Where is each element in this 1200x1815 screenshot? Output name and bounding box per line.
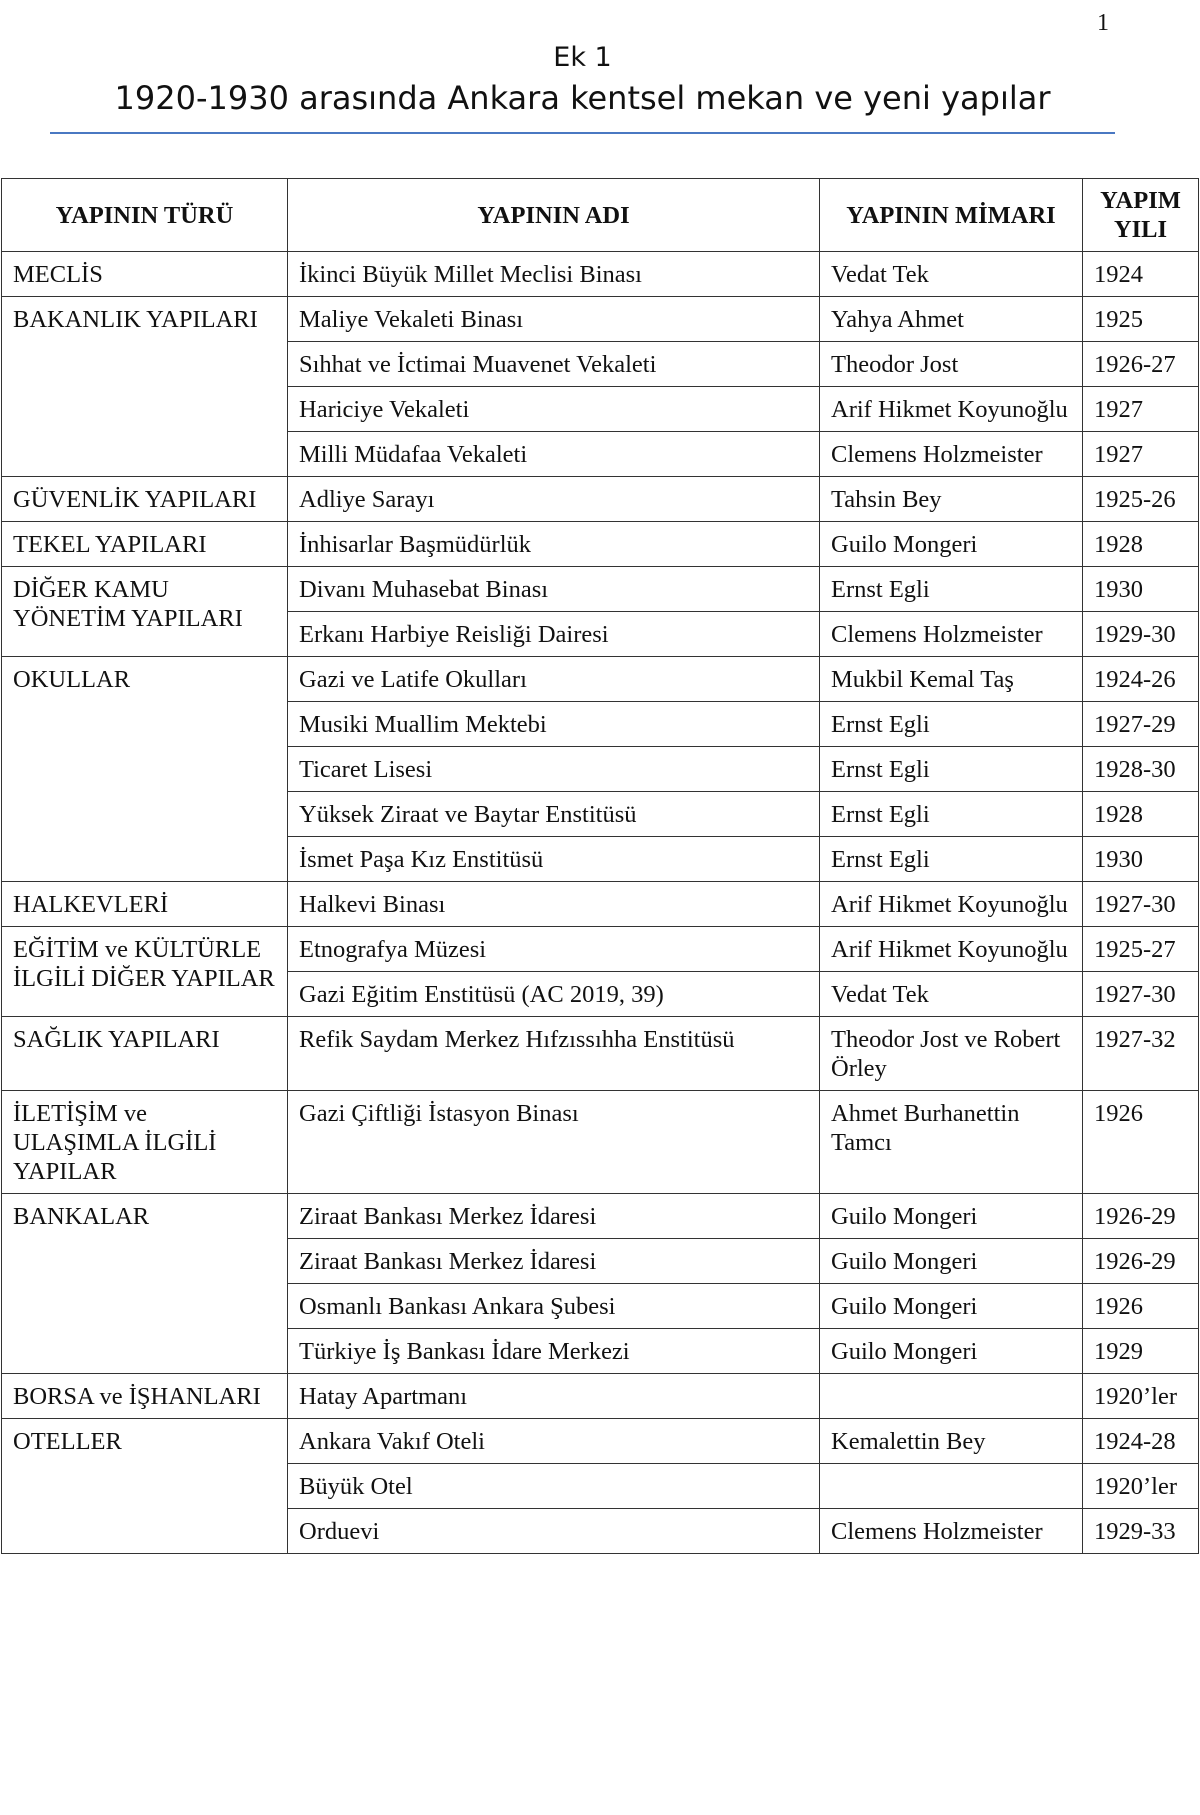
table-row [2,567,1199,612]
building-name-cell: İkinci Büyük Millet Meclisi Binası [288,252,820,297]
building-type-cell: HALKEVLERİ [2,882,288,927]
page-number: 1 [1097,10,1109,36]
header-architect: YAPININ MİMARI [820,179,1083,252]
building-name-cell: Büyük Otel [288,1464,820,1509]
building-name-cell: Ziraat Bankası Merkez İdaresi [288,1239,820,1284]
architect-cell: Ernst Egli [820,747,1083,792]
architect-cell: Theodor Jost [820,342,1083,387]
architect-cell: Vedat Tek [820,972,1083,1017]
building-name-cell: Musiki Muallim Mektebi [288,702,820,747]
build-year-cell: 1927-29 [1083,702,1199,747]
building-name-cell: Adliye Sarayı [288,477,820,522]
building-name-cell: Gazi Eğitim Enstitüsü (AC 2019, 39) [288,972,820,1017]
build-year-cell: 1928 [1083,522,1199,567]
architect-cell: Mukbil Kemal Taş [820,657,1083,702]
table-row [2,1017,1199,1091]
table-row [2,1091,1199,1194]
building-type-cell: BANKALAR [2,1194,288,1374]
build-year-cell: 1925-26 [1083,477,1199,522]
building-name-cell: Halkevi Binası [288,882,820,927]
build-year-cell: 1927 [1083,387,1199,432]
architect-cell: Arif Hikmet Koyunoğlu [820,927,1083,972]
table-row [2,297,1199,342]
building-type-cell: MECLİS [2,252,288,297]
architect-cell: Arif Hikmet Koyunoğlu [820,387,1083,432]
build-year-cell: 1927-30 [1083,972,1199,1017]
build-year-cell: 1929-30 [1083,612,1199,657]
architect-cell: Arif Hikmet Koyunoğlu [820,882,1083,927]
header-year: YAPIM YILI [1083,179,1199,252]
build-year-cell: 1920’ler [1083,1374,1199,1419]
architect-cell: Guilo Mongeri [820,522,1083,567]
architect-cell: Yahya Ahmet [820,297,1083,342]
build-year-cell: 1925-27 [1083,927,1199,972]
building-name-cell: Osmanlı Bankası Ankara Şubesi [288,1284,820,1329]
build-year-cell: 1920’ler [1083,1464,1199,1509]
building-name-cell: Etnografya Müzesi [288,927,820,972]
building-type-cell: BORSA ve İŞHANLARI [2,1374,288,1419]
building-name-cell: Ticaret Lisesi [288,747,820,792]
appendix-label: Ek 1 [553,42,612,73]
building-type-cell: EĞİTİM ve KÜLTÜRLE İLGİLİ DİĞER YAPILAR [2,927,288,1017]
build-year-cell: 1930 [1083,837,1199,882]
table-row [2,1419,1199,1464]
build-year-cell: 1926-29 [1083,1194,1199,1239]
header-name: YAPININ ADI [288,179,820,252]
building-name-cell: Gazi ve Latife Okulları [288,657,820,702]
table-row [2,927,1199,972]
architect-cell: Tahsin Bey [820,477,1083,522]
architect-cell: Theodor Jost ve Robert Örley [820,1017,1083,1091]
architect-cell: Kemalettin Bey [820,1419,1083,1464]
building-type-cell: GÜVENLİK YAPILARI [2,477,288,522]
architect-cell: Guilo Mongeri [820,1284,1083,1329]
building-name-cell: Ziraat Bankası Merkez İdaresi [288,1194,820,1239]
table-header-row [2,179,1199,252]
architect-cell: Guilo Mongeri [820,1329,1083,1374]
building-name-cell: Ankara Vakıf Oteli [288,1419,820,1464]
building-name-cell: Yüksek Ziraat ve Baytar Enstitüsü [288,792,820,837]
table-row [2,882,1199,927]
building-type-cell: OTELLER [2,1419,288,1554]
architect-cell: Clemens Holzmeister [820,1509,1083,1554]
building-name-cell: Divanı Muhasebat Binası [288,567,820,612]
building-type-cell: DİĞER KAMU YÖNETİM YAPILARI [2,567,288,657]
document-heading [50,40,1115,120]
building-name-cell: Hariciye Vekaleti [288,387,820,432]
building-name-cell: Erkanı Harbiye Reisliği Dairesi [288,612,820,657]
table-row [2,1194,1199,1239]
building-name-cell: Türkiye İş Bankası İdare Merkezi [288,1329,820,1374]
build-year-cell: 1927-32 [1083,1017,1199,1091]
building-type-cell: BAKANLIK YAPILARI [2,297,288,477]
building-type-cell: SAĞLIK YAPILARI [2,1017,288,1091]
architect-cell: Guilo Mongeri [820,1239,1083,1284]
architect-cell: Ernst Egli [820,567,1083,612]
header-type: YAPININ TÜRÜ [2,179,288,252]
build-year-cell: 1927-30 [1083,882,1199,927]
build-year-cell: 1927 [1083,432,1199,477]
build-year-cell: 1928-30 [1083,747,1199,792]
build-year-cell: 1924 [1083,252,1199,297]
building-name-cell: Refik Saydam Merkez Hıfzıssıhha Enstitüsü [288,1017,820,1091]
build-year-cell: 1925 [1083,297,1199,342]
build-year-cell: 1928 [1083,792,1199,837]
architect-cell: Ernst Egli [820,837,1083,882]
build-year-cell: 1926 [1083,1091,1199,1194]
building-name-cell: Maliye Vekaleti Binası [288,297,820,342]
table-row [2,477,1199,522]
building-name-cell: Sıhhat ve İctimai Muavenet Vekaleti [288,342,820,387]
build-year-cell: 1930 [1083,567,1199,612]
build-year-cell: 1926-27 [1083,342,1199,387]
table-row [2,522,1199,567]
architect-cell: Vedat Tek [820,252,1083,297]
architect-cell: Ernst Egli [820,792,1083,837]
building-name-cell: İnhisarlar Başmüdürlük [288,522,820,567]
architect-cell: Ahmet Burhanettin Tamcı [820,1091,1083,1194]
architect-cell: Clemens Holzmeister [820,432,1083,477]
build-year-cell: 1926-29 [1083,1239,1199,1284]
table-row [2,1374,1199,1419]
buildings-table [1,178,1199,1554]
building-name-cell: Gazi Çiftliği İstasyon Binası [288,1091,820,1194]
table-row [2,657,1199,702]
architect-cell: Guilo Mongeri [820,1194,1083,1239]
architect-cell [820,1374,1083,1419]
build-year-cell: 1924-26 [1083,657,1199,702]
build-year-cell: 1929-33 [1083,1509,1199,1554]
build-year-cell: 1924-28 [1083,1419,1199,1464]
document-title: 1920-1930 arasında Ankara kentsel mekan ve yeni yapılar [114,79,1051,117]
building-name-cell: Hatay Apartmanı [288,1374,820,1419]
architect-cell [820,1464,1083,1509]
building-type-cell: İLETİŞİM ve ULAŞIMLA İLGİLİ YAPILAR [2,1091,288,1194]
building-name-cell: İsmet Paşa Kız Enstitüsü [288,837,820,882]
architect-cell: Ernst Egli [820,702,1083,747]
table-row [2,252,1199,297]
build-year-cell: 1929 [1083,1329,1199,1374]
architect-cell: Clemens Holzmeister [820,612,1083,657]
building-name-cell: Orduevi [288,1509,820,1554]
build-year-cell: 1926 [1083,1284,1199,1329]
table-body [2,252,1199,1554]
title-underline [50,132,1115,134]
building-name-cell: Milli Müdafaa Vekaleti [288,432,820,477]
building-type-cell: OKULLAR [2,657,288,882]
building-type-cell: TEKEL YAPILARI [2,522,288,567]
